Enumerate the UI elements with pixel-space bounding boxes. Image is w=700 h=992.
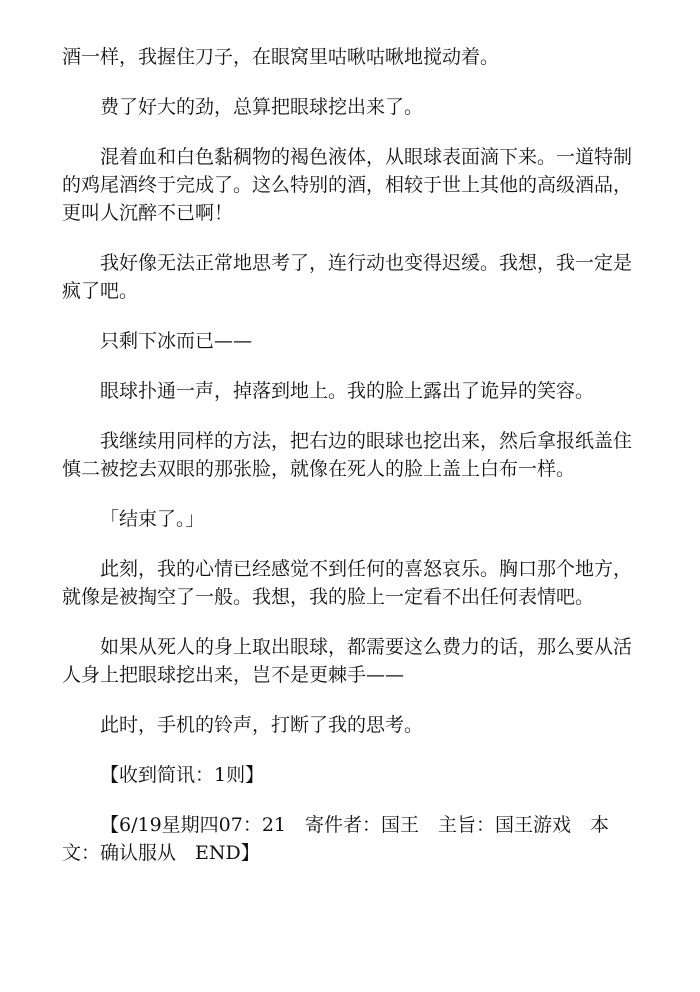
paragraph-4: 我好像无法正常地思考了，连行动也变得迟缓。我想，我一定是疯了吧。 <box>62 252 633 302</box>
message-content: 【6/19星期四07：21 寄件者：国王 主旨：国王游戏 本文：确认服从 END】 <box>62 814 610 864</box>
paragraph-5: 只剩下冰而已—— <box>100 330 253 352</box>
paragraph-1: 酒一样，我握住刀子，在眼窝里咕啾咕啾地搅动着。 <box>62 46 500 68</box>
dialogue-line: 「结束了。」 <box>100 508 205 530</box>
paragraph-2: 费了好大的劲，总算把眼球挖出来了。 <box>100 96 424 118</box>
paragraph-11: 此时，手机的铃声，打断了我的思考。 <box>100 714 424 736</box>
message-notice: 【收到简讯：1则】 <box>100 764 265 786</box>
paragraph-9: 此刻，我的心情已经感觉不到任何的喜怒哀乐。胸口那个地方，就像是被掏空了一般。我想，我的脸上一定看不出任何表情吧。 <box>62 558 633 608</box>
document-page <box>62 43 642 889</box>
paragraph-3: 混着血和白色黏稠物的褐色液体，从眼球表面滴下来。一道特制的鸡尾酒终于完成了。这么特别的酒，相较于世上其他的高级酒品，更叫人沉醉不已啊！ <box>62 146 633 224</box>
paragraph-7: 我继续用同样的方法，把右边的眼球也挖出来，然后拿报纸盖住慎二被挖去双眼的那张脸，就像在死人的脸上盖上白布一样。 <box>62 430 633 480</box>
paragraph-10: 如果从死人的身上取出眼球，都需要这么费力的话，那么要从活人身上把眼球挖出来，岂不是更棘手—— <box>62 636 633 686</box>
paragraph-6: 眼球扑通一声，掉落到地上。我的脸上露出了诡异的笑容。 <box>100 380 595 402</box>
